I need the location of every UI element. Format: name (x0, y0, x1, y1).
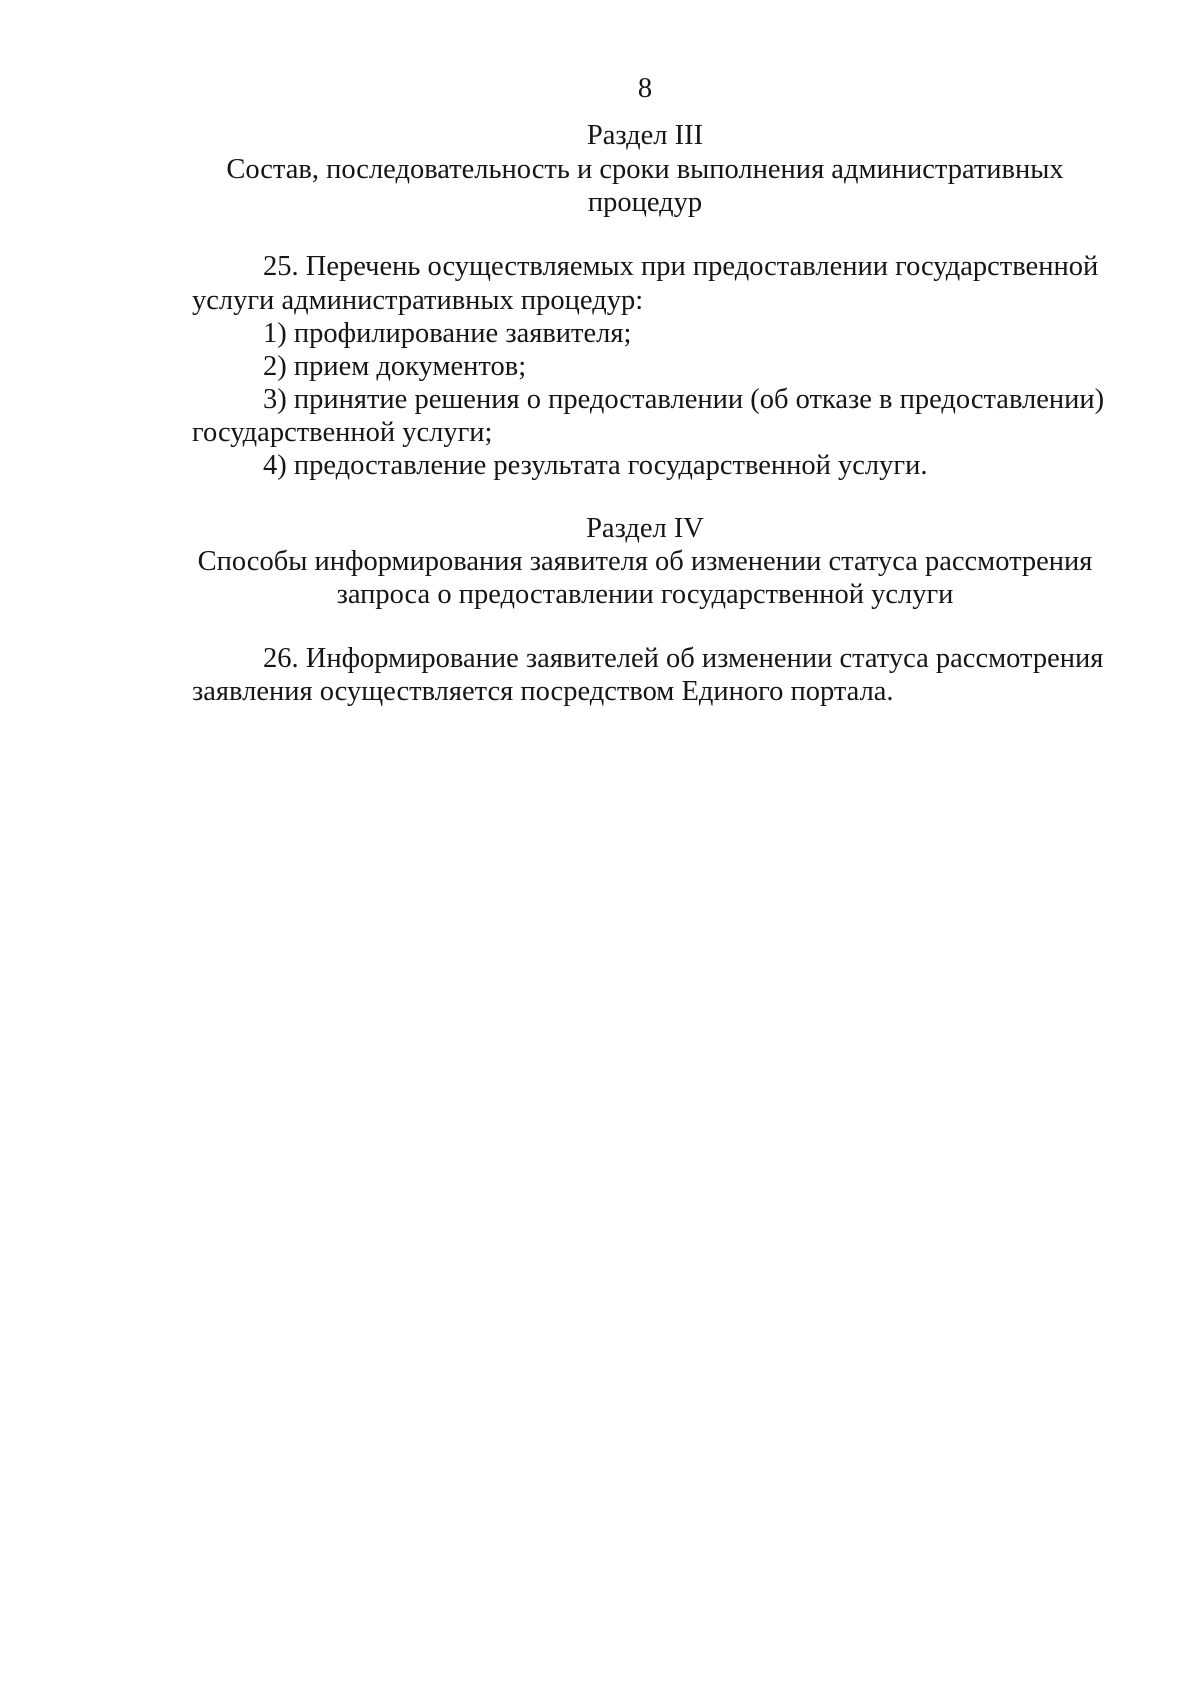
page-number: 8 (637, 73, 653, 104)
list-item-2: 2) прием документов; (263, 351, 527, 382)
section-3-title-line-2: процедур (587, 187, 703, 218)
section-3-heading: Раздел III (586, 120, 704, 151)
paragraph-25-line-1: 25. Перечень осуществляемых при предоставлении государственной (263, 251, 1099, 282)
section-4-title-line-2: запроса о предоставлении государственной услуги (336, 579, 954, 610)
paragraph-26-line-1: 26. Информирование заявителей об изменении статуса рассмотрения (263, 643, 1104, 674)
section-4-heading: Раздел IV (586, 513, 704, 544)
list-item-3-line-1: 3) принятие решения о предоставлении (об отказе в предоставлении) (263, 384, 1105, 415)
list-item-4: 4) предоставление результата государственной услуги. (263, 450, 928, 481)
section-3-title-line-1: Состав, последовательность и сроки выполнения административных (226, 154, 1064, 185)
paragraph-25-line-2: услуги административных процедур: (192, 285, 644, 316)
list-item-1: 1) профилирование заявителя; (263, 318, 632, 349)
paragraph-26-line-2: заявления осуществляется посредством Единого портала. (192, 676, 894, 707)
section-4-title-line-1: Способы информирования заявителя об изменении статуса рассмотрения (197, 546, 1093, 577)
list-item-3-line-2: государственной услуги; (192, 417, 493, 448)
